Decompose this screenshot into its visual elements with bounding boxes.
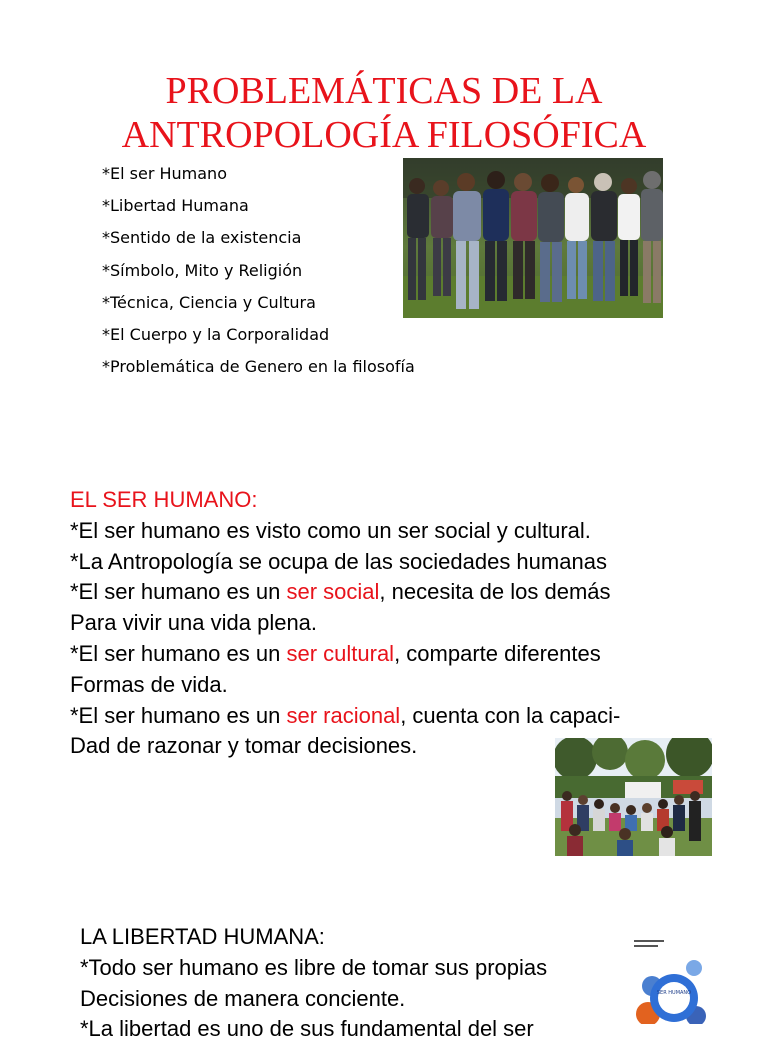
highlight-term: ser cultural	[286, 640, 395, 666]
text-segment: , comparte diferentes	[394, 640, 601, 666]
ser-humano-section	[70, 485, 620, 762]
page-title-line-1: PROBLEMÁTICAS DE LA	[165, 70, 603, 112]
list-item: *Libertad Humana	[102, 196, 249, 216]
paragraph-line: Formas de vida.	[70, 671, 228, 697]
list-item: *Problemática de Genero en la filosofía	[102, 357, 415, 377]
list-item: *Sentido de la existencia	[102, 228, 302, 248]
list-item: *Técnica, Ciencia y Cultura	[102, 292, 316, 312]
list-item: *El Cuerpo y la Corporalidad	[102, 324, 330, 344]
paragraph-line: *Todo ser humano es libre de tomar sus propias	[80, 954, 548, 980]
ser-humano-diagram	[630, 938, 712, 1024]
text-segment: *El ser humano es un	[70, 579, 287, 605]
text-segment: , necesita de los demás	[379, 579, 611, 605]
paragraph-line	[70, 577, 620, 608]
text-segment: , cuenta con la capaci-	[400, 702, 621, 728]
paragraph-line: *El ser humano es visto como un ser social y cultural.	[70, 517, 591, 543]
topics-list	[102, 162, 415, 387]
section-heading: LA LIBERTAD HUMANA:	[80, 924, 325, 949]
paragraph-line	[70, 701, 620, 732]
diagram-label: SER HUMANO	[656, 990, 692, 996]
paragraph-line: *La Antropología se ocupa de las sociedades humanas	[70, 548, 607, 574]
highlight-term: ser racional	[286, 702, 401, 728]
paragraph-line	[70, 639, 620, 670]
text-segment: *El ser humano es un	[70, 640, 287, 666]
people-embracing-photo	[403, 158, 663, 318]
paragraph-line: *La libertad es uno de sus fundamental del ser	[80, 1016, 534, 1042]
paragraph-line: Para vivir una vida plena.	[70, 610, 318, 636]
list-item: *Símbolo, Mito y Religión	[102, 260, 303, 280]
section-heading: EL SER HUMANO:	[70, 487, 258, 512]
community-gathering-photo	[555, 738, 712, 856]
libertad-humana-section	[80, 922, 547, 1045]
paragraph-line: Dad de razonar y tomar decisiones.	[70, 733, 418, 759]
page-title-line-2: ANTROPOLOGÍA FILOSÓFICA	[121, 114, 647, 156]
paragraph-line: Decisiones de manera conciente.	[80, 985, 406, 1011]
text-segment: *El ser humano es un	[70, 702, 287, 728]
list-item: *El ser Humano	[102, 164, 227, 183]
highlight-term: ser social	[286, 579, 380, 605]
